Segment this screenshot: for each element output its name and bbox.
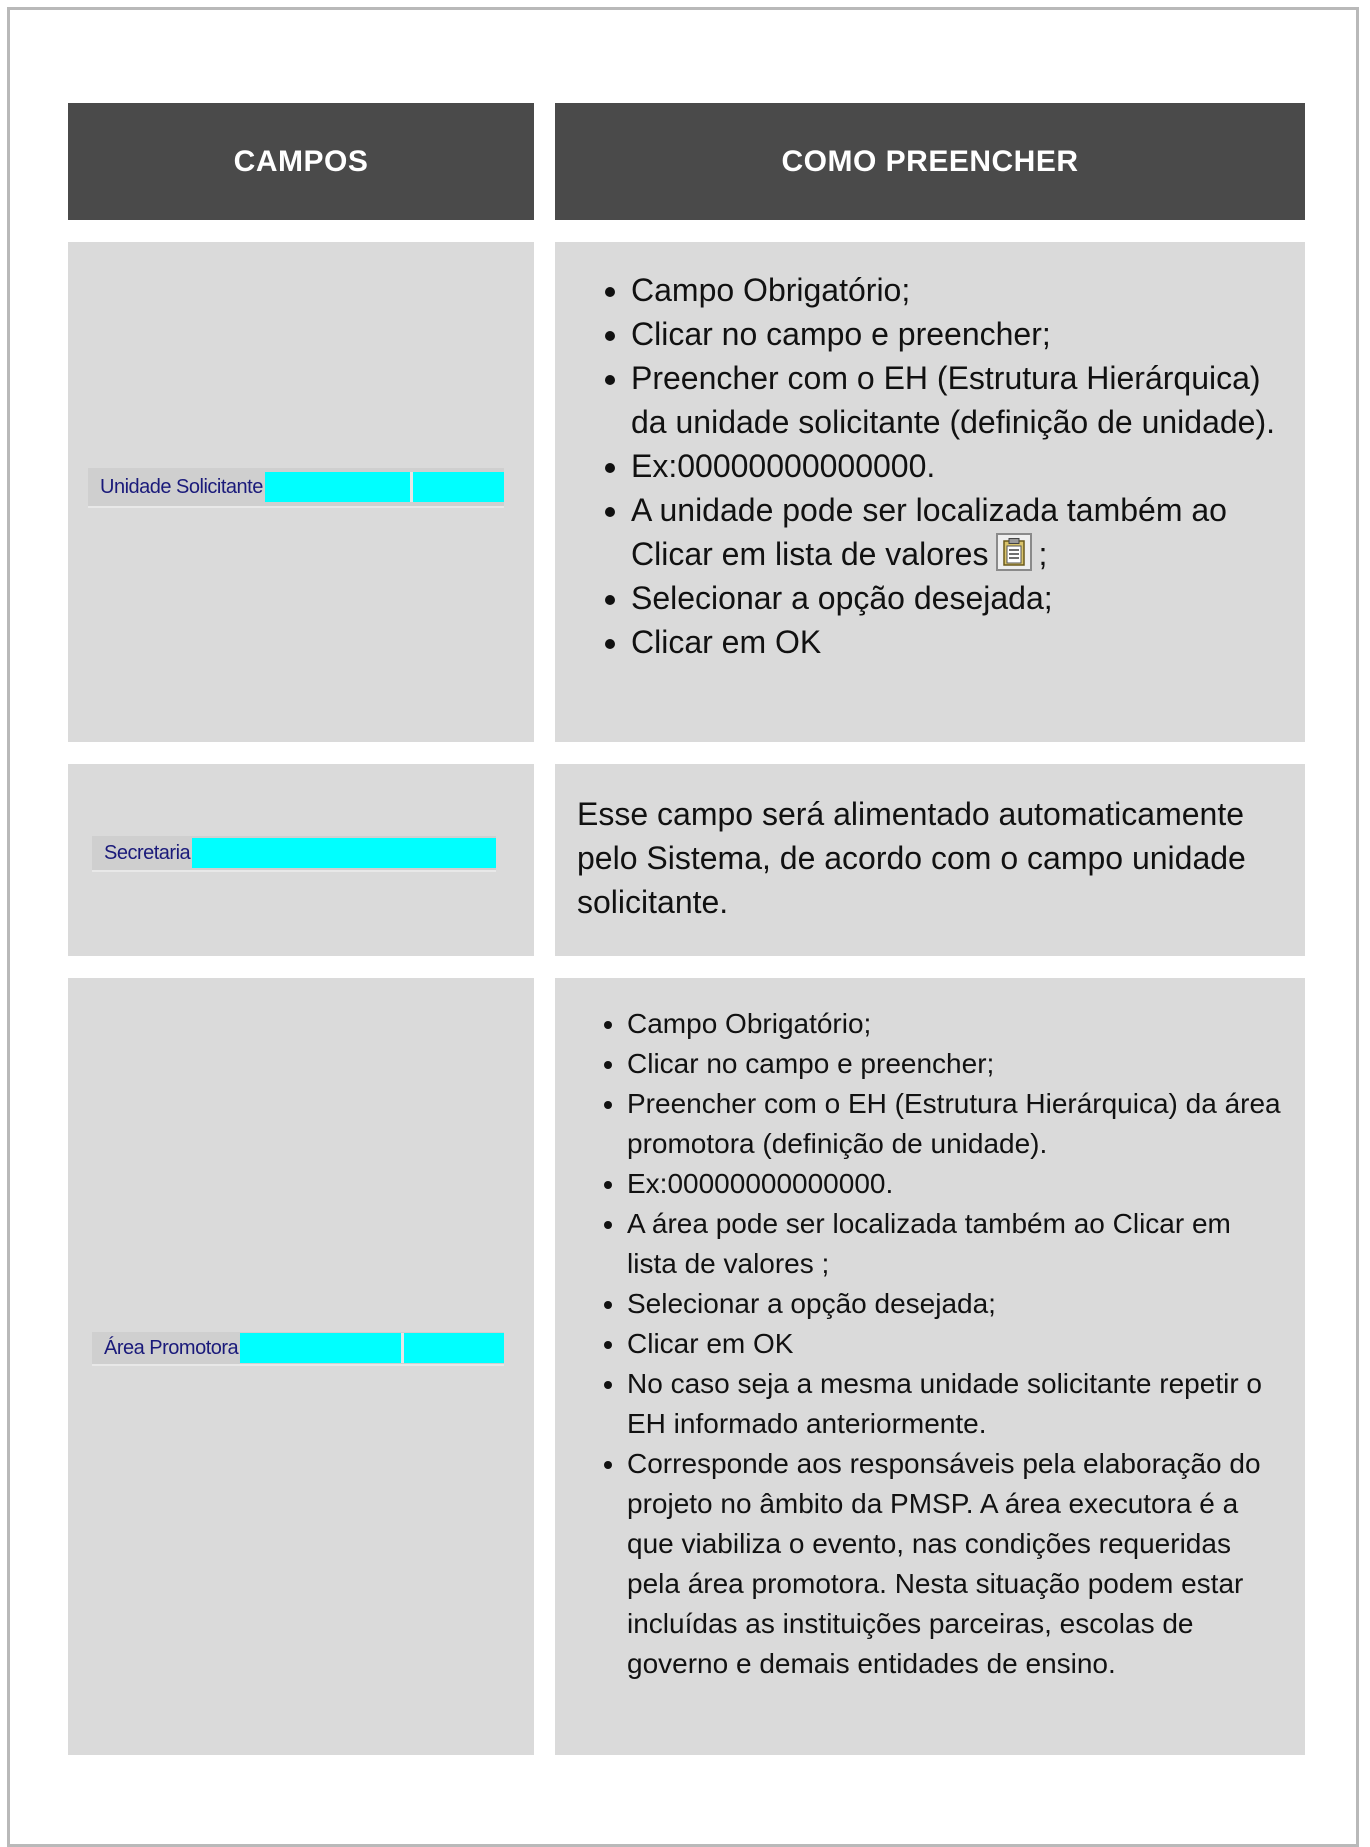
list-item: • A área pode ser localizada também ao Clicar em lista de valores ;: [627, 1204, 1285, 1284]
area-promotora-input-2[interactable]: [404, 1333, 504, 1363]
area-promotora-field: [92, 1332, 504, 1366]
list-item: • Preencher com o EH (Estrutura Hierárquica) da área promotora (definição de unidade).: [627, 1084, 1285, 1164]
list-item: • Selecionar a opção desejada;: [631, 576, 1305, 620]
list-item-suffix: ;: [1038, 536, 1048, 572]
list-item: • Preencher com o EH (Estrutura Hierárquica) da unidade solicitante (definição de unidade).: [631, 356, 1305, 444]
list-item: • Campo Obrigatório;: [627, 1004, 1285, 1044]
list-item: [631, 488, 1305, 576]
list-item: • Campo Obrigatório;: [631, 268, 1305, 312]
header-campos: [68, 103, 534, 220]
area-promotora-input-1[interactable]: [240, 1333, 404, 1363]
unidade-solicitante-field: [88, 468, 504, 508]
list-item: • Clicar em OK: [627, 1324, 1285, 1364]
row-secretaria-instructions: [555, 764, 1305, 956]
list-item: • Corresponde aos responsáveis pela elaboração do projeto no âmbito da PMSP. A área executora é a que viabiliza o evento, nas condições requeridas pela área promotora. Nesta situação podem estar incluídas as instituições parceiras, escolas de governo e demais entidades de ensino.: [627, 1444, 1285, 1684]
row-area-promotora-field-cell: [68, 978, 534, 1755]
unidade-solicitante-input-1[interactable]: [265, 472, 414, 502]
row-secretaria-field-cell: [68, 764, 534, 956]
header-campos-label: CAMPOS: [233, 144, 369, 178]
unidade-solicitante-instruction-list: [555, 268, 1305, 664]
list-item: • Clicar em OK: [631, 620, 1305, 664]
unidade-solicitante-input-2[interactable]: [413, 472, 504, 502]
secretaria-field: [92, 836, 496, 872]
area-promotora-label: Área Promotora: [104, 1336, 239, 1359]
list-item: • Clicar no campo e preencher;: [627, 1044, 1285, 1084]
secretaria-label: Secretaria: [104, 841, 191, 864]
list-item: • Ex:00000000000000.: [627, 1164, 1285, 1204]
list-item: • Clicar no campo e preencher;: [631, 312, 1305, 356]
row-area-promotora-instructions: [555, 978, 1305, 1755]
list-item: • Ex:00000000000000.: [631, 444, 1305, 488]
list-of-values-icon: [996, 533, 1032, 571]
list-item: • No caso seja a mesma unidade solicitante repetir o EH informado anteriormente.: [627, 1364, 1285, 1444]
header-como-preencher: [555, 103, 1305, 220]
unidade-solicitante-label: Unidade Solicitante: [100, 475, 263, 498]
list-item: • Selecionar a opção desejada;: [627, 1284, 1285, 1324]
list-item-text: A unidade pode ser localizada também ao Clicar em lista de valores: [631, 492, 1227, 572]
secretaria-input[interactable]: [192, 838, 496, 868]
secretaria-description: Esse campo será alimentado automaticamente pelo Sistema, de acordo com o campo unidade solicitante.: [577, 796, 1246, 920]
row-unidade-solicitante-instructions: [555, 242, 1305, 742]
area-promotora-instruction-list: [555, 1004, 1305, 1684]
row-unidade-solicitante-field-cell: [68, 242, 534, 742]
header-como-preencher-label: COMO PREENCHER: [781, 144, 1079, 178]
